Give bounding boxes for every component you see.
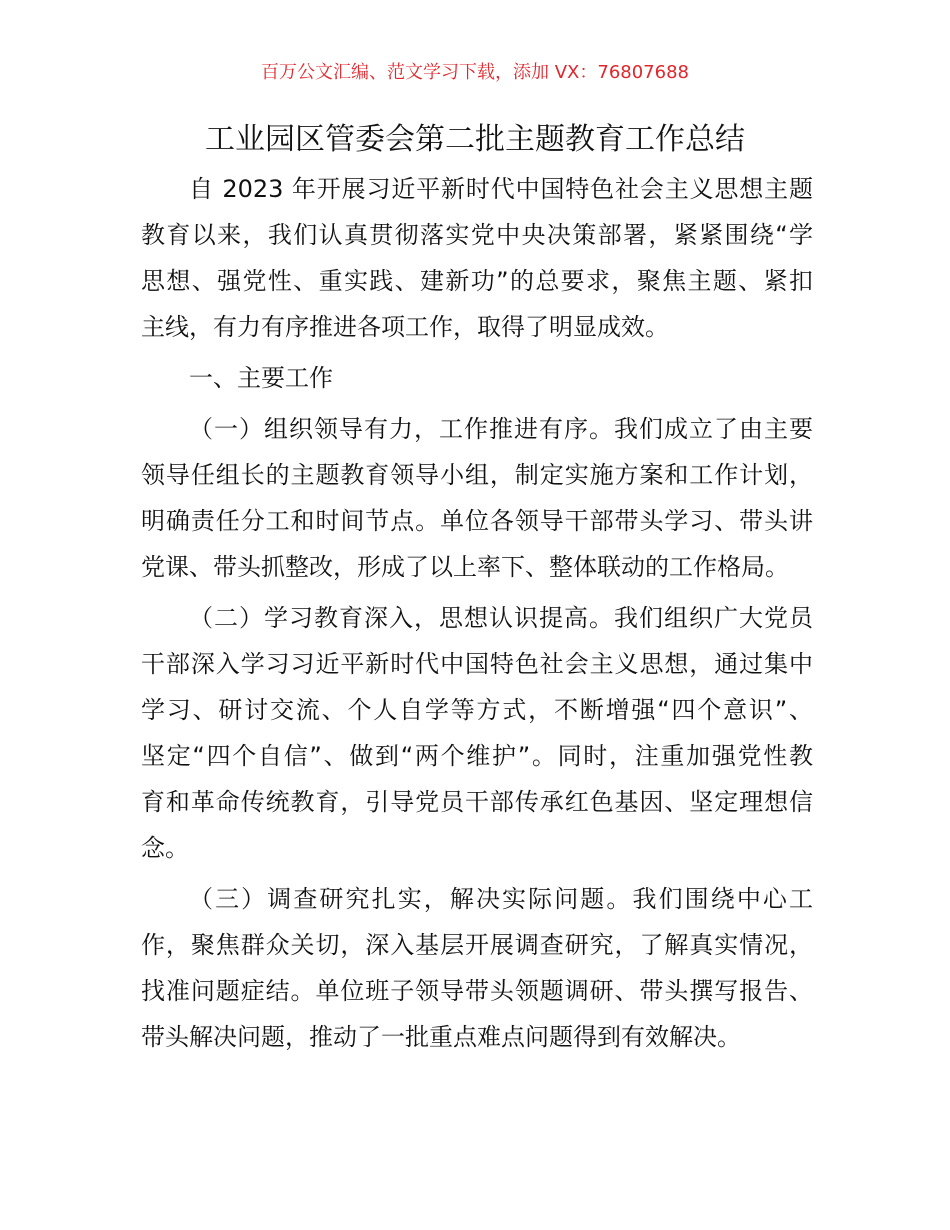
paragraph-line: 带头解决问题，推动了一批重点难点问题得到有效解决。 <box>141 1023 741 1051</box>
paragraph-line: 教育以来，我们认真贯彻落实党中央决策部署，紧紧围绕“学 <box>141 221 813 249</box>
paragraph-line: 育和革命传统教育，引导党员干部传承红色基因、坚定理想信 <box>141 788 813 816</box>
paragraph-line: 学习、研讨交流、个人自学等方式，不断增强“四个意识”、 <box>141 696 813 724</box>
paragraph-line: 作，聚焦群众关切，深入基层开展调查研究，了解真实情况， <box>141 931 813 959</box>
paragraph-line: 领导任组长的主题教育领导小组，制定实施方案和工作计划， <box>141 461 813 489</box>
paragraph-line: 干部深入学习习近平新时代中国特色社会主义思想，通过集中 <box>141 650 813 678</box>
paragraph-line: 念。 <box>141 834 189 862</box>
paragraph <box>141 876 813 1060</box>
paragraph <box>141 166 813 350</box>
paragraph-line: 思想、强党性、重实践、建新功”的总要求，聚焦主题、紧扣 <box>141 267 813 295</box>
paragraph-line: 找准问题症结。单位班子领导带头领题调研、带头撰写报告、 <box>141 977 813 1005</box>
paragraph-line: （一）组织领导有力，工作推进有序。我们成立了由主要 <box>189 415 813 443</box>
paragraph <box>141 595 813 871</box>
watermark-header: 百万公文汇编、范文学习下载，添加 VX：76807688 <box>261 62 689 83</box>
paragraph-line: （三）调查研究扎实，解决实际问题。我们围绕中心工 <box>189 885 813 913</box>
paragraph <box>141 406 813 590</box>
paragraph-line: 一、主要工作 <box>189 364 333 392</box>
document-title: 工业园区管委会第二批主题教育工作总结 <box>205 122 745 157</box>
section-heading <box>141 355 813 401</box>
paragraph-line: 党课、带头抓整改，形成了以上率下、整体联动的工作格局。 <box>141 553 789 581</box>
paragraph-line: 主线，有力有序推进各项工作，取得了明显成效。 <box>141 313 669 341</box>
paragraph-line: 坚定“四个自信”、做到“两个维护”。同时，注重加强党性教 <box>141 742 813 770</box>
paragraph-line: （二）学习教育深入，思想认识提高。我们组织广大党员 <box>189 604 813 632</box>
paragraph-line: 明确责任分工和时间节点。单位各领导干部带头学习、带头讲 <box>141 507 813 535</box>
paragraph-line: 自 2023 年开展习近平新时代中国特色社会主义思想主题 <box>189 175 813 203</box>
document-body <box>141 166 813 1065</box>
